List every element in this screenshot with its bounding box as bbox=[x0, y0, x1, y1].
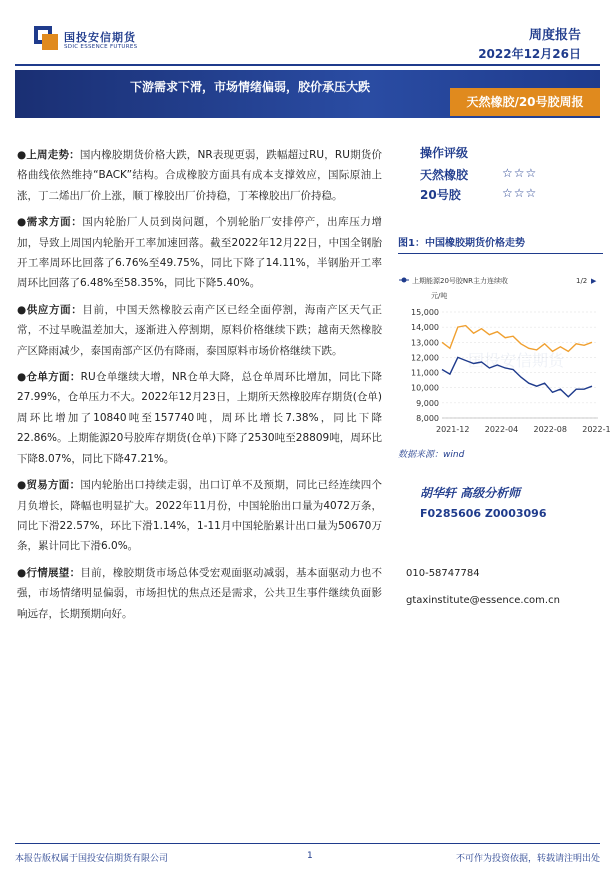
brand-name-cn: 国投安信期货 bbox=[64, 31, 136, 44]
title-banner bbox=[15, 70, 600, 118]
brand-name-en: SDIC ESSENCE FUTURES bbox=[64, 44, 138, 50]
bullet-icon: ● bbox=[17, 371, 27, 384]
x-tick-label: 2022-1 bbox=[582, 425, 611, 434]
bullet-icon: ● bbox=[17, 479, 27, 492]
contact-email[interactable]: gtaxinstitute@essence.com.cn bbox=[406, 595, 560, 606]
section-label: 上周走势： bbox=[26, 149, 80, 161]
rubber-price-chart bbox=[398, 268, 611, 438]
x-tick-label: 2022-08 bbox=[533, 425, 567, 434]
y-tick-label: 11,000 bbox=[411, 368, 439, 378]
summary-section bbox=[17, 367, 382, 469]
legend-next-icon: ▶ bbox=[591, 277, 597, 285]
contact-phone: 010-58747784 bbox=[406, 568, 480, 579]
summary-section bbox=[17, 145, 382, 206]
y-tick-label: 10,000 bbox=[411, 383, 439, 393]
report-date: 2022年12月26日 bbox=[478, 47, 581, 61]
report-category-tag: 天然橡胶/20号胶周报 bbox=[450, 88, 600, 116]
bullet-icon: ● bbox=[17, 566, 27, 579]
rating-name: 20号胶 bbox=[420, 188, 461, 202]
footer-divider bbox=[15, 843, 600, 844]
figure-title: 图1：中国橡胶期货价格走势 bbox=[398, 238, 525, 249]
section-label: 贸易方面： bbox=[26, 479, 81, 492]
y-tick-label: 13,000 bbox=[411, 338, 439, 348]
y-tick-label: 12,000 bbox=[411, 353, 439, 363]
series-line-0 bbox=[442, 326, 592, 352]
bullet-icon: ● bbox=[17, 303, 27, 316]
y-unit-label: 元/吨 bbox=[431, 292, 448, 300]
figure-divider bbox=[398, 253, 603, 254]
header-divider bbox=[15, 64, 600, 66]
copyright-note: 本报告版权属于国投安信期货有限公司 bbox=[15, 854, 169, 864]
y-tick-label: 9,000 bbox=[416, 398, 439, 408]
section-text: 国内轮胎厂人员到岗问题，个别轮胎厂安排停产，出库压力增加，导致上周国内轮胎开工率加速回落。截至2022年12月22日，中国全钢胎开工率周环比回落了6.76%至49.75%，同比下降了14.11%，半钢胎开工率周环比回落了6.48%至58.35%，同比下降5.40%。 bbox=[17, 216, 383, 290]
data-source: 数据来源：wind bbox=[398, 450, 465, 460]
x-tick-label: 2021-12 bbox=[436, 425, 470, 434]
legend-page: 1/2 bbox=[576, 277, 588, 285]
section-text: 国内轮胎出口持续走弱，出口订单不及预期，同比已经连续四个月负增长，降幅也明显扩大。2022年11月份，中国轮胎出口量为4072万条，同比下滑22.57%，环比下滑1.14%，1-11月中国轮胎累计出口量为50670万条，累计同比下滑6.0%。 bbox=[17, 479, 383, 553]
section-label: 需求方面： bbox=[26, 216, 83, 229]
rating-stars: ☆☆☆ bbox=[502, 186, 538, 200]
report-type: 周度报告 bbox=[528, 28, 581, 43]
summary-column bbox=[17, 145, 382, 630]
summary-section bbox=[17, 563, 382, 624]
analyst-name: 胡华轩 高级分析师 bbox=[420, 486, 521, 500]
bullet-icon: ● bbox=[17, 216, 27, 229]
section-label: 仓单方面： bbox=[26, 371, 81, 384]
legend-label: 上期能源20号胶NR主力连续收 bbox=[412, 277, 509, 285]
x-tick-label: 2022-04 bbox=[484, 425, 519, 434]
y-tick-label: 8,000 bbox=[416, 414, 439, 423]
summary-section bbox=[17, 475, 382, 557]
summary-section bbox=[17, 300, 382, 361]
page-header bbox=[0, 0, 615, 70]
section-text: 国内橡胶期货价格大跌，NR表现更弱，跌幅超过RU，RU期货价格曲线依然维持“BACK”结构。合成橡胶方面具有成本支撑效应，国际原油上涨，丁二烯出厂价上涨，顺丁橡胶出厂价持稳，丁苯橡胶出厂价持稳。 bbox=[17, 149, 382, 202]
rating-row-nr20 bbox=[420, 186, 538, 203]
rating-stars: ☆☆☆ bbox=[502, 166, 538, 180]
section-label: 供应方面： bbox=[26, 303, 83, 316]
section-text: RU仓单继续大增，NR仓单大降，总仓单周环比增加，同比下降27.99%，仓单压力不大。2022年12月23日，上期所天然橡胶库存期货(仓单)周环比增加了10840吨至157740吨，周环比增长7.38%，同比下降22.86%。上期能源20号胶库存期货(仓单)下降了2530吨至28809吨，周环比下降8.07%，同比下降47.21%。 bbox=[17, 371, 382, 465]
page-footer bbox=[15, 848, 600, 868]
bullet-icon: ● bbox=[17, 149, 27, 161]
y-tick-label: 14,000 bbox=[411, 323, 439, 333]
rating-name: 天然橡胶 bbox=[420, 168, 469, 182]
summary-section bbox=[17, 212, 382, 294]
rating-row-natural-rubber bbox=[420, 166, 538, 183]
rating-title: 操作评级 bbox=[420, 146, 469, 160]
y-tick-label: 15,000 bbox=[411, 308, 439, 317]
analyst-certificate: F0285606 Z0003096 bbox=[420, 507, 547, 520]
disclaimer-note: 不可作为投资依据，转载请注明出处 bbox=[455, 854, 600, 864]
report-title: 下游需求下滑，市场情绪偏弱，胶价承压大跌 bbox=[129, 80, 370, 94]
watermark-text: 国投安信期货 bbox=[467, 351, 565, 370]
section-text: 目前，橡胶期货市场总体受宏观面驱动减弱，基本面驱动力也不强，市场情绪明显偏弱，市场担忧的焦点还是需求，公共卫生事件继续负面影响远存，长期预期向好。 bbox=[17, 566, 383, 620]
section-label: 行情展望： bbox=[26, 566, 81, 579]
company-logo-icon bbox=[34, 26, 60, 50]
page-number: 1 bbox=[307, 851, 313, 861]
section-text: 目前，中国天然橡胶云南产区已经全面停割，海南产区天气正常，不过旱晚温差加大，逐渐进入停割期，原料价格继续下跌；越南天然橡胶产区降雨减少，泰国南部产区仍有降雨，泰国原料市场价格继续下跌。 bbox=[17, 303, 383, 357]
